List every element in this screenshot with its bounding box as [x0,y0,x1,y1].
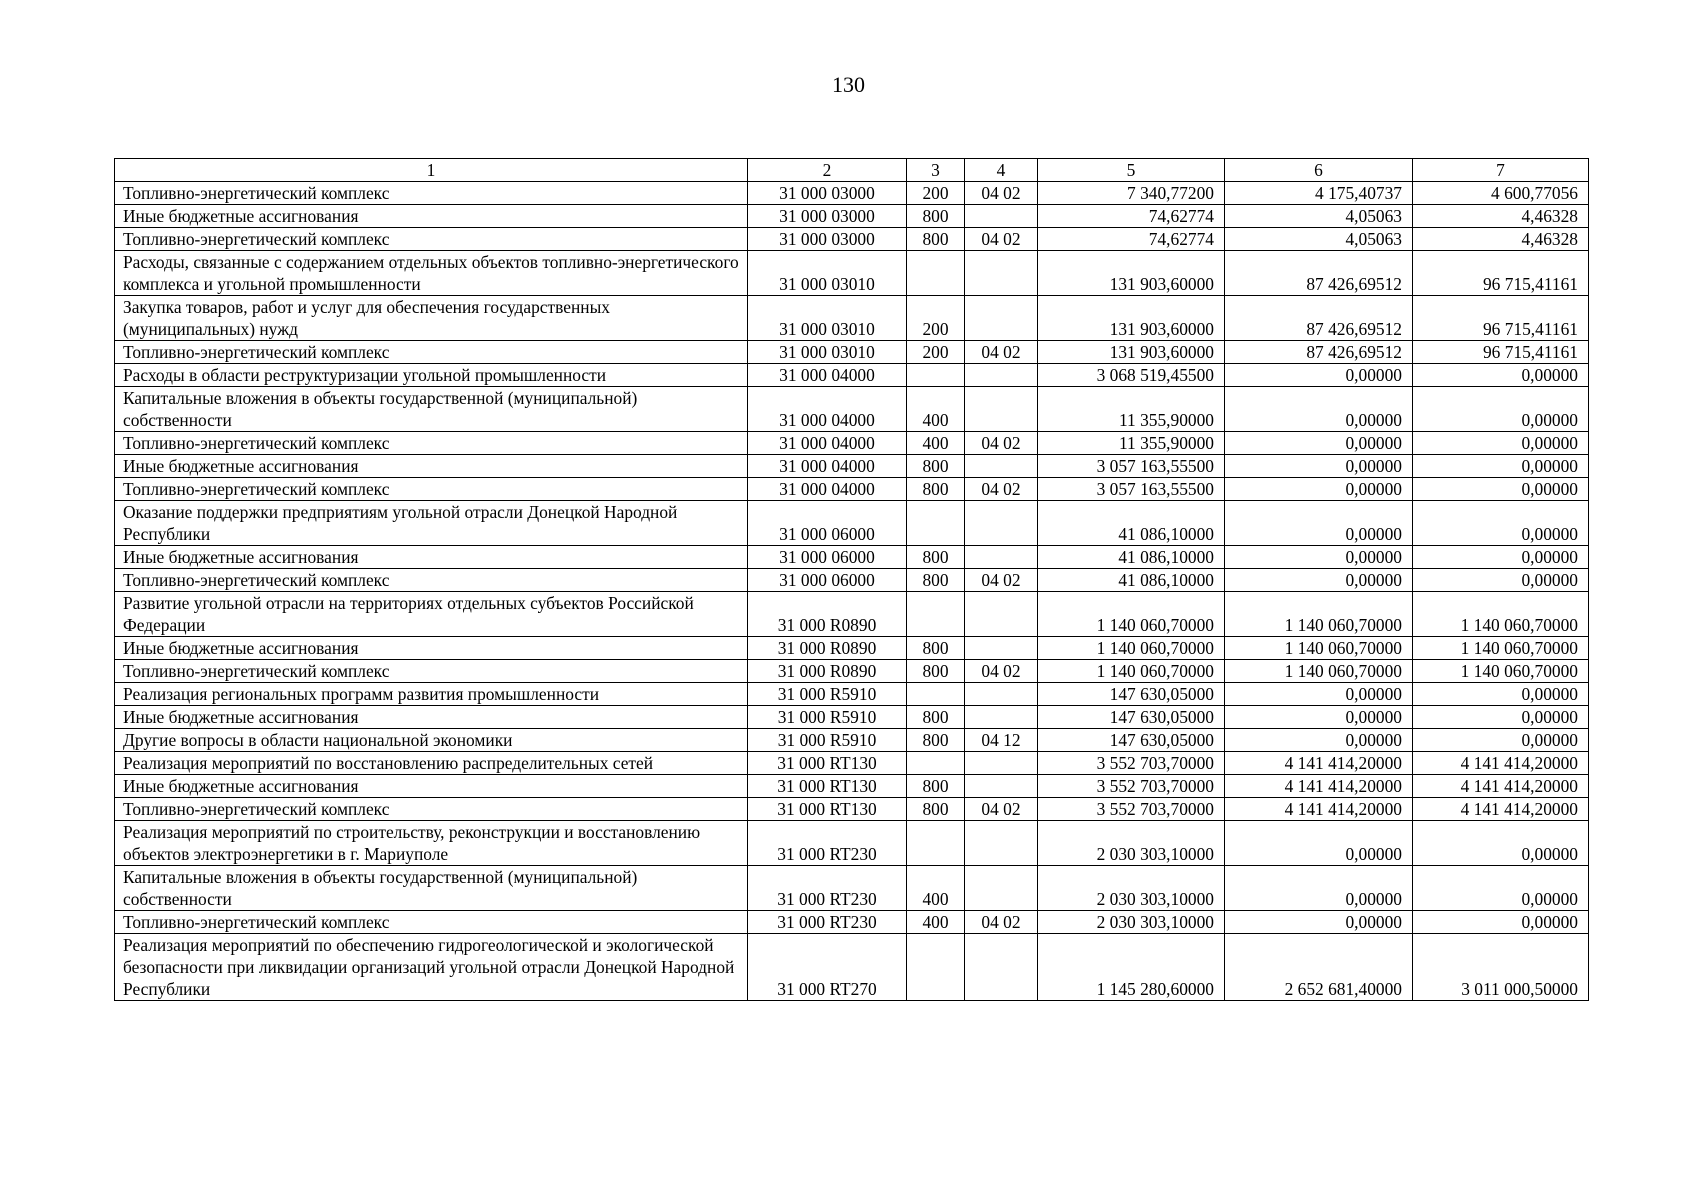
expense-type-cell: 800 [907,205,965,228]
amount-col7-cell: 1 140 060,70000 [1413,660,1589,683]
amount-col5-cell: 3 068 519,45500 [1038,364,1225,387]
column-header: 7 [1413,159,1589,182]
target-article-cell: 31 000 RT130 [748,775,907,798]
amount-col6-cell: 1 140 060,70000 [1225,592,1413,637]
expense-name-cell: Расходы, связанные с содержанием отдельных объектов топливно-энергетического комплекса и угольной промышленности [115,251,748,296]
amount-col6-cell: 4,05063 [1225,228,1413,251]
column-header: 1 [115,159,748,182]
expense-name-cell: Иные бюджетные ассигнования [115,546,748,569]
section-subsection-cell [965,683,1038,706]
column-header: 6 [1225,159,1413,182]
amount-col6-cell: 0,00000 [1225,501,1413,546]
target-article-cell: 31 000 06000 [748,569,907,592]
amount-col6-cell: 0,00000 [1225,706,1413,729]
section-subsection-cell: 04 02 [965,341,1038,364]
section-subsection-cell: 04 02 [965,569,1038,592]
expense-type-cell: 800 [907,478,965,501]
expense-name-cell: Топливно-энергетический комплекс [115,911,748,934]
amount-col5-cell: 2 030 303,10000 [1038,821,1225,866]
amount-col6-cell: 0,00000 [1225,387,1413,432]
amount-col6-cell: 1 140 060,70000 [1225,637,1413,660]
section-subsection-cell: 04 02 [965,432,1038,455]
table-row [115,569,1589,592]
section-subsection-cell [965,866,1038,911]
target-article-cell: 31 000 RT230 [748,821,907,866]
amount-col7-cell: 0,00000 [1413,387,1589,432]
amount-col5-cell: 131 903,60000 [1038,341,1225,364]
amount-col5-cell: 3 552 703,70000 [1038,798,1225,821]
expense-name-cell: Топливно-энергетический комплекс [115,182,748,205]
amount-col5-cell: 41 086,10000 [1038,501,1225,546]
amount-col7-cell: 3 011 000,50000 [1413,934,1589,1001]
amount-col7-cell: 0,00000 [1413,455,1589,478]
expense-name-cell: Реализация мероприятий по восстановлению распределительных сетей [115,752,748,775]
section-subsection-cell [965,775,1038,798]
table-row [115,592,1589,637]
amount-col7-cell: 1 140 060,70000 [1413,637,1589,660]
expense-name-cell: Закупка товаров, работ и услуг для обеспечения государственных (муниципальных) нужд [115,296,748,341]
amount-col6-cell: 4,05063 [1225,205,1413,228]
expense-name-cell: Другие вопросы в области национальной экономики [115,729,748,752]
amount-col5-cell: 131 903,60000 [1038,251,1225,296]
table-row [115,821,1589,866]
expense-name-cell: Реализация мероприятий по строительству, реконструкции и восстановлению объектов электроэнергетики в г. Мариуполе [115,821,748,866]
target-article-cell: 31 000 R0890 [748,592,907,637]
target-article-cell: 31 000 06000 [748,546,907,569]
expense-name-cell: Реализация мероприятий по обеспечению гидрогеологической и экологической безопасности при ликвидации организаций угольной отрасли Донецкой Народной Республики [115,934,748,1001]
section-subsection-cell [965,501,1038,546]
amount-col5-cell: 3 057 163,55500 [1038,455,1225,478]
section-subsection-cell [965,251,1038,296]
expense-name-cell: Топливно-энергетический комплекс [115,478,748,501]
expense-name-cell: Иные бюджетные ассигнования [115,775,748,798]
expense-type-cell: 400 [907,432,965,455]
expense-name-cell: Топливно-энергетический комплекс [115,569,748,592]
section-subsection-cell [965,296,1038,341]
amount-col5-cell: 2 030 303,10000 [1038,911,1225,934]
section-subsection-cell [965,821,1038,866]
amount-col6-cell: 87 426,69512 [1225,296,1413,341]
target-article-cell: 31 000 03000 [748,182,907,205]
expense-name-cell: Иные бюджетные ассигнования [115,637,748,660]
expense-type-cell [907,251,965,296]
expense-name-cell: Расходы в области реструктуризации угольной промышленности [115,364,748,387]
expense-name-cell: Развитие угольной отрасли на территориях отдельных субъектов Российской Федерации [115,592,748,637]
amount-col6-cell: 0,00000 [1225,432,1413,455]
amount-col5-cell: 147 630,05000 [1038,683,1225,706]
expense-name-cell: Капитальные вложения в объекты государственной (муниципальной) собственности [115,387,748,432]
expense-name-cell: Оказание поддержки предприятиям угольной отрасли Донецкой Народной Республики [115,501,748,546]
table-row [115,729,1589,752]
amount-col7-cell: 96 715,41161 [1413,341,1589,364]
amount-col5-cell: 3 552 703,70000 [1038,775,1225,798]
expense-type-cell: 800 [907,546,965,569]
amount-col7-cell: 0,00000 [1413,546,1589,569]
expense-type-cell: 200 [907,296,965,341]
amount-col6-cell: 4 175,40737 [1225,182,1413,205]
table-row [115,455,1589,478]
expense-type-cell: 800 [907,455,965,478]
expense-type-cell [907,934,965,1001]
table-row [115,752,1589,775]
column-header: 2 [748,159,907,182]
table-row [115,660,1589,683]
section-subsection-cell: 04 02 [965,182,1038,205]
section-subsection-cell: 04 02 [965,911,1038,934]
table-row [115,387,1589,432]
expense-type-cell: 800 [907,637,965,660]
amount-col7-cell: 4,46328 [1413,205,1589,228]
section-subsection-cell [965,592,1038,637]
amount-col5-cell: 147 630,05000 [1038,706,1225,729]
amount-col7-cell: 0,00000 [1413,706,1589,729]
amount-col5-cell: 131 903,60000 [1038,296,1225,341]
amount-col6-cell: 1 140 060,70000 [1225,660,1413,683]
section-subsection-cell [965,387,1038,432]
amount-col5-cell: 2 030 303,10000 [1038,866,1225,911]
amount-col5-cell: 7 340,77200 [1038,182,1225,205]
target-article-cell: 31 000 03000 [748,228,907,251]
section-subsection-cell: 04 02 [965,798,1038,821]
amount-col6-cell: 2 652 681,40000 [1225,934,1413,1001]
column-header: 3 [907,159,965,182]
amount-col6-cell: 0,00000 [1225,455,1413,478]
expense-type-cell [907,592,965,637]
column-number-row [115,159,1589,182]
amount-col7-cell: 0,00000 [1413,729,1589,752]
expense-type-cell: 800 [907,228,965,251]
table-row [115,866,1589,911]
expense-type-cell: 800 [907,660,965,683]
amount-col5-cell: 1 145 280,60000 [1038,934,1225,1001]
expense-type-cell: 400 [907,911,965,934]
expense-name-cell: Топливно-энергетический комплекс [115,798,748,821]
target-article-cell: 31 000 RT270 [748,934,907,1001]
expense-name-cell: Реализация региональных программ развития промышленности [115,683,748,706]
expense-type-cell [907,364,965,387]
amount-col6-cell: 0,00000 [1225,821,1413,866]
expense-name-cell: Иные бюджетные ассигнования [115,706,748,729]
amount-col6-cell: 0,00000 [1225,478,1413,501]
amount-col5-cell: 74,62774 [1038,228,1225,251]
target-article-cell: 31 000 04000 [748,455,907,478]
amount-col6-cell: 0,00000 [1225,546,1413,569]
target-article-cell: 31 000 R5910 [748,729,907,752]
expense-type-cell: 200 [907,341,965,364]
section-subsection-cell [965,752,1038,775]
target-article-cell: 31 000 R5910 [748,706,907,729]
amount-col7-cell: 0,00000 [1413,911,1589,934]
target-article-cell: 31 000 RT230 [748,911,907,934]
target-article-cell: 31 000 RT130 [748,798,907,821]
table-row [115,546,1589,569]
expense-type-cell: 800 [907,729,965,752]
section-subsection-cell: 04 02 [965,660,1038,683]
amount-col6-cell: 0,00000 [1225,729,1413,752]
section-subsection-cell [965,637,1038,660]
target-article-cell: 31 000 04000 [748,364,907,387]
amount-col5-cell: 1 140 060,70000 [1038,592,1225,637]
target-article-cell: 31 000 RT230 [748,866,907,911]
expense-type-cell: 400 [907,866,965,911]
amount-col7-cell: 0,00000 [1413,866,1589,911]
table-row [115,182,1589,205]
page-number: 130 [832,72,865,97]
amount-col6-cell: 0,00000 [1225,911,1413,934]
expense-type-cell: 800 [907,706,965,729]
amount-col5-cell: 3 552 703,70000 [1038,752,1225,775]
amount-col6-cell: 0,00000 [1225,364,1413,387]
amount-col7-cell: 4 141 414,20000 [1413,775,1589,798]
amount-col7-cell: 0,00000 [1413,683,1589,706]
target-article-cell: 31 000 06000 [748,501,907,546]
amount-col5-cell: 1 140 060,70000 [1038,637,1225,660]
column-header: 5 [1038,159,1225,182]
expense-type-cell [907,821,965,866]
table-row [115,432,1589,455]
table-row [115,637,1589,660]
section-subsection-cell [965,706,1038,729]
amount-col7-cell: 0,00000 [1413,364,1589,387]
amount-col5-cell: 41 086,10000 [1038,546,1225,569]
expense-type-cell: 800 [907,798,965,821]
table-row [115,341,1589,364]
table-row [115,911,1589,934]
expense-type-cell [907,501,965,546]
target-article-cell: 31 000 R5910 [748,683,907,706]
amount-col7-cell: 4,46328 [1413,228,1589,251]
section-subsection-cell: 04 12 [965,729,1038,752]
section-subsection-cell [965,364,1038,387]
amount-col6-cell: 4 141 414,20000 [1225,798,1413,821]
table-row [115,296,1589,341]
amount-col7-cell: 4 141 414,20000 [1413,752,1589,775]
table-row [115,228,1589,251]
amount-col7-cell: 1 140 060,70000 [1413,592,1589,637]
amount-col6-cell: 87 426,69512 [1225,251,1413,296]
expense-type-cell [907,752,965,775]
column-header: 4 [965,159,1038,182]
table-row [115,683,1589,706]
section-subsection-cell [965,934,1038,1001]
expense-name-cell: Топливно-энергетический комплекс [115,341,748,364]
target-article-cell: 31 000 03010 [748,341,907,364]
amount-col6-cell: 4 141 414,20000 [1225,775,1413,798]
target-article-cell: 31 000 03010 [748,251,907,296]
amount-col7-cell: 0,00000 [1413,432,1589,455]
expense-type-cell: 800 [907,775,965,798]
table-row [115,205,1589,228]
table-row [115,775,1589,798]
amount-col5-cell: 41 086,10000 [1038,569,1225,592]
table-row [115,478,1589,501]
expense-name-cell: Топливно-энергетический комплекс [115,228,748,251]
section-subsection-cell: 04 02 [965,478,1038,501]
expense-type-cell [907,683,965,706]
amount-col7-cell: 0,00000 [1413,501,1589,546]
table-row [115,364,1589,387]
target-article-cell: 31 000 R0890 [748,660,907,683]
amount-col6-cell: 87 426,69512 [1225,341,1413,364]
table-row [115,251,1589,296]
section-subsection-cell: 04 02 [965,228,1038,251]
amount-col5-cell: 147 630,05000 [1038,729,1225,752]
amount-col5-cell: 3 057 163,55500 [1038,478,1225,501]
section-subsection-cell [965,205,1038,228]
target-article-cell: 31 000 04000 [748,387,907,432]
amount-col6-cell: 4 141 414,20000 [1225,752,1413,775]
amount-col6-cell: 0,00000 [1225,866,1413,911]
amount-col7-cell: 96 715,41161 [1413,251,1589,296]
target-article-cell: 31 000 R0890 [748,637,907,660]
table-row [115,706,1589,729]
table-row [115,798,1589,821]
amount-col7-cell: 0,00000 [1413,569,1589,592]
section-subsection-cell [965,546,1038,569]
budget-table [114,158,1589,1001]
amount-col7-cell: 96 715,41161 [1413,296,1589,341]
section-subsection-cell [965,455,1038,478]
amount-col7-cell: 4 600,77056 [1413,182,1589,205]
amount-col5-cell: 74,62774 [1038,205,1225,228]
expense-name-cell: Топливно-энергетический комплекс [115,660,748,683]
target-article-cell: 31 000 03000 [748,205,907,228]
expense-type-cell: 800 [907,569,965,592]
expense-type-cell: 200 [907,182,965,205]
amount-col7-cell: 0,00000 [1413,478,1589,501]
amount-col5-cell: 11 355,90000 [1038,387,1225,432]
amount-col6-cell: 0,00000 [1225,569,1413,592]
expense-name-cell: Иные бюджетные ассигнования [115,455,748,478]
target-article-cell: 31 000 04000 [748,432,907,455]
expense-type-cell: 400 [907,387,965,432]
expense-name-cell: Иные бюджетные ассигнования [115,205,748,228]
amount-col5-cell: 1 140 060,70000 [1038,660,1225,683]
amount-col7-cell: 4 141 414,20000 [1413,798,1589,821]
target-article-cell: 31 000 RT130 [748,752,907,775]
expense-name-cell: Топливно-энергетический комплекс [115,432,748,455]
table-row [115,934,1589,1001]
target-article-cell: 31 000 03010 [748,296,907,341]
amount-col6-cell: 0,00000 [1225,683,1413,706]
amount-col7-cell: 0,00000 [1413,821,1589,866]
table-row [115,501,1589,546]
amount-col5-cell: 11 355,90000 [1038,432,1225,455]
target-article-cell: 31 000 04000 [748,478,907,501]
expense-name-cell: Капитальные вложения в объекты государственной (муниципальной) собственности [115,866,748,911]
